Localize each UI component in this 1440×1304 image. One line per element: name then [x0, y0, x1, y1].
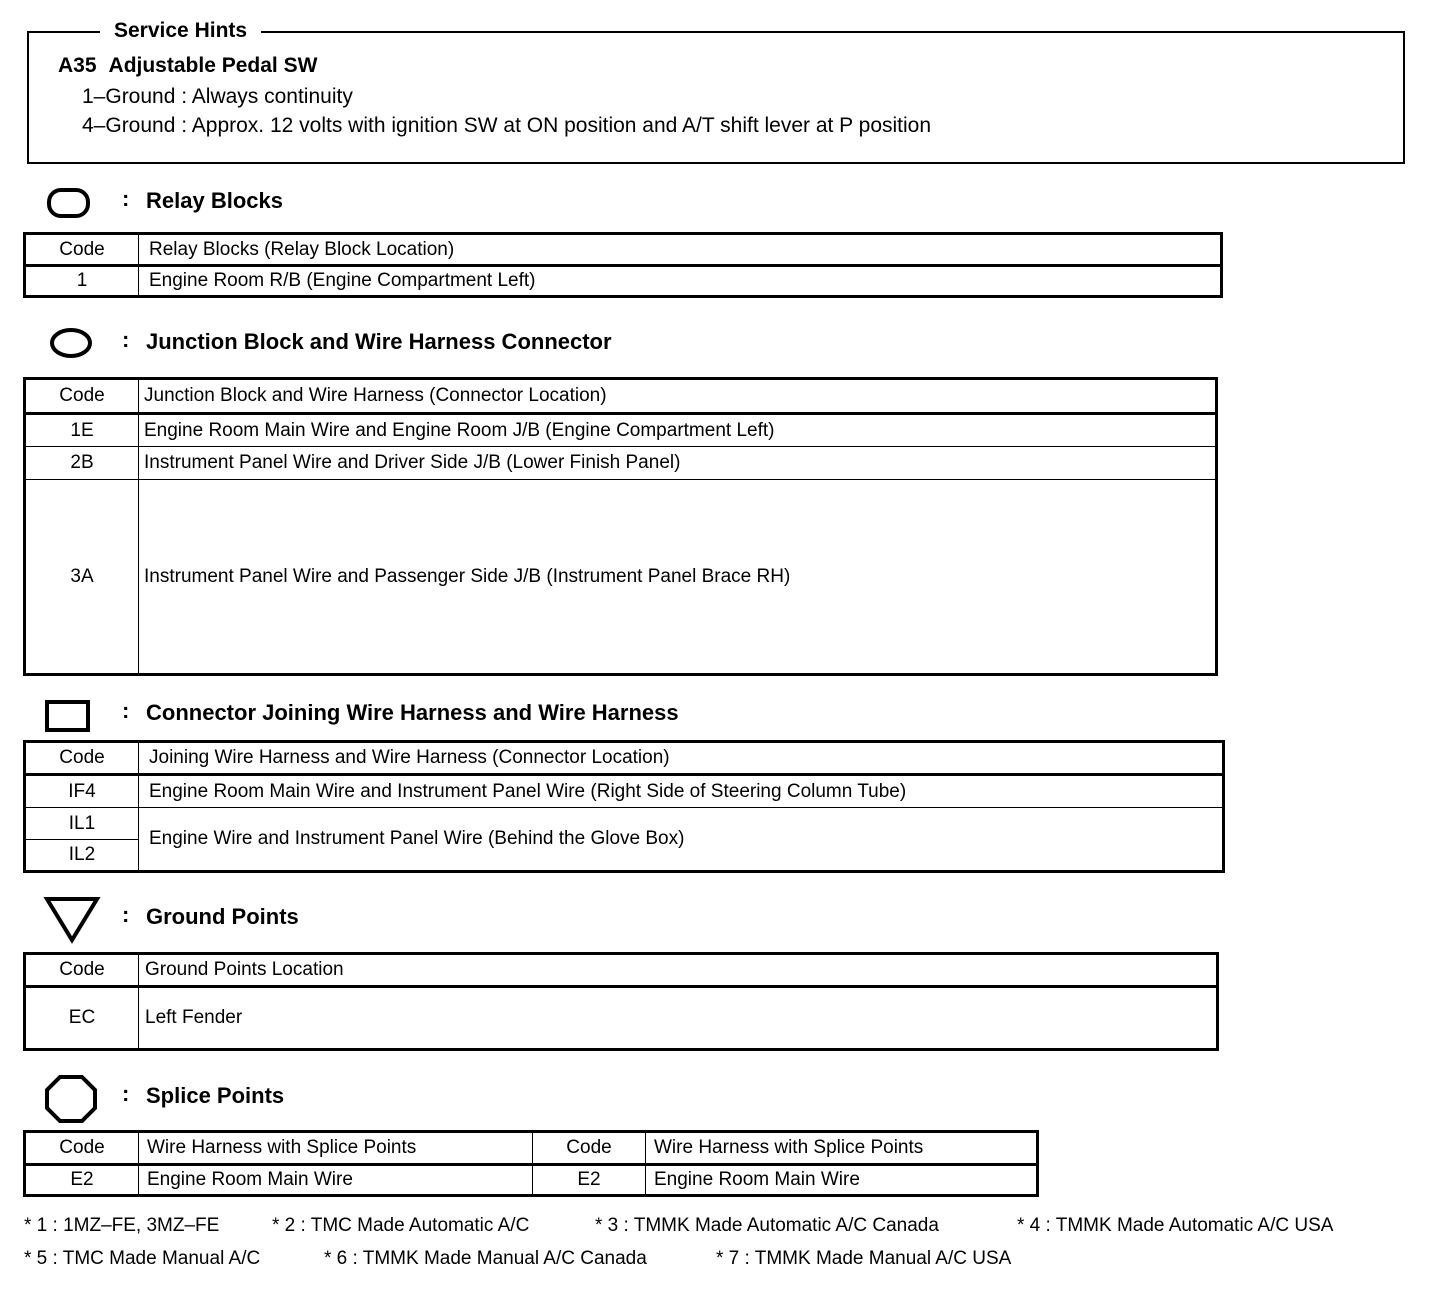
connector-name: Adjustable Pedal SW	[108, 54, 318, 77]
table-header-row	[25, 379, 1217, 414]
junction-blocks-title: Junction Block and Wire Harness Connector	[146, 329, 612, 354]
desc-cell: Engine Room Main Wire and Engine Room J/B (Engine Compartment Left)	[139, 414, 1217, 447]
table-header-row	[25, 742, 1224, 775]
code-header: Code	[25, 234, 139, 266]
code-cell: IL2	[25, 840, 139, 872]
hint-terminal: 1–Ground :	[82, 85, 188, 108]
code-cell: 2B	[25, 447, 139, 480]
code-header: Code	[25, 742, 139, 775]
junction-blocks-table	[23, 377, 1218, 676]
service-hints-heading	[58, 54, 317, 78]
splice-points-title: Splice Points	[146, 1083, 285, 1108]
desc-header: Ground Points Location	[139, 954, 1218, 987]
desc-cell: Instrument Panel Wire and Passenger Side J/B (Instrument Panel Brace RH)	[139, 480, 1217, 675]
code-cell: 1E	[25, 414, 139, 447]
section-colon: :	[122, 902, 130, 927]
splice-points-table	[23, 1130, 1039, 1197]
table-row	[25, 775, 1224, 808]
relay-blocks-title: Relay Blocks	[146, 188, 283, 213]
service-hints-title: Service Hints	[100, 18, 261, 44]
desc-cell: Left Fender	[139, 987, 1218, 1050]
code-cell: E2	[533, 1165, 646, 1196]
code-cell: 1	[25, 266, 139, 297]
footnote-3: * 3 : TMMK Made Automatic A/C Canada	[595, 1215, 939, 1236]
desc-header: Relay Blocks (Relay Block Location)	[139, 234, 1222, 266]
desc-header: Joining Wire Harness and Wire Harness (Connector Location)	[139, 742, 1224, 775]
section-colon: :	[122, 327, 130, 352]
code-header: Code	[533, 1132, 646, 1165]
footnote-5: * 5 : TMC Made Manual A/C	[24, 1248, 261, 1269]
code-cell: E2	[25, 1165, 139, 1196]
desc-header: Wire Harness with Splice Points	[139, 1132, 533, 1165]
code-cell: EC	[25, 987, 139, 1050]
connectors-table	[23, 740, 1225, 873]
table-row	[25, 1165, 1038, 1196]
table-row	[25, 266, 1222, 297]
connector-code: A35	[58, 54, 97, 77]
hint-line-1	[82, 84, 353, 110]
footnote-7: * 7 : TMMK Made Manual A/C USA	[716, 1248, 1012, 1269]
octagon-icon	[43, 1073, 99, 1125]
rounded-rect-icon	[46, 186, 92, 220]
table-row	[25, 447, 1217, 480]
code-header: Code	[25, 1132, 139, 1165]
table-header-row	[25, 234, 1222, 266]
oval-icon	[48, 325, 94, 361]
hint-text: Approx. 12 volts with ignition SW at ON position and A/T shift lever at P position	[191, 114, 932, 137]
connectors-title: Connector Joining Wire Harness and Wire Harness	[146, 700, 679, 725]
section-colon: :	[122, 186, 130, 211]
desc-cell: Instrument Panel Wire and Driver Side J/B (Lower Finish Panel)	[139, 447, 1217, 480]
section-colon: :	[122, 1081, 130, 1106]
table-row	[25, 987, 1218, 1050]
code-cell: 3A	[25, 480, 139, 675]
table-header-row	[25, 954, 1218, 987]
hint-line-2	[82, 113, 931, 139]
hint-terminal: 4–Ground :	[82, 114, 188, 137]
desc-header: Wire Harness with Splice Points	[646, 1132, 1038, 1165]
footnote-4: * 4 : TMMK Made Automatic A/C USA	[1017, 1215, 1334, 1236]
table-row	[25, 480, 1217, 675]
triangle-down-icon	[42, 894, 102, 946]
table-row	[25, 808, 1224, 840]
desc-cell: Engine Room Main Wire	[139, 1165, 533, 1196]
ground-points-title: Ground Points	[146, 904, 299, 929]
relay-blocks-table	[23, 232, 1223, 298]
code-cell: IF4	[25, 775, 139, 808]
table-header-row	[25, 1132, 1038, 1165]
code-header: Code	[25, 379, 139, 414]
footnote-2: * 2 : TMC Made Automatic A/C	[272, 1215, 530, 1236]
hint-text: Always continuity	[191, 85, 353, 108]
ground-points-table	[23, 952, 1219, 1051]
desc-cell: Engine Room Main Wire	[646, 1165, 1038, 1196]
code-header: Code	[25, 954, 139, 987]
footnote-1: * 1 : 1MZ–FE, 3MZ–FE	[24, 1215, 220, 1236]
code-cell: IL1	[25, 808, 139, 840]
section-colon: :	[122, 698, 130, 723]
footnote-6: * 6 : TMMK Made Manual A/C Canada	[324, 1248, 647, 1269]
square-icon	[44, 699, 92, 733]
desc-cell: Engine Wire and Instrument Panel Wire (Behind the Glove Box)	[139, 808, 1224, 872]
desc-header: Junction Block and Wire Harness (Connector Location)	[139, 379, 1217, 414]
desc-cell: Engine Room R/B (Engine Compartment Left)	[139, 266, 1222, 297]
table-row	[25, 414, 1217, 447]
desc-cell: Engine Room Main Wire and Instrument Panel Wire (Right Side of Steering Column Tube)	[139, 775, 1224, 808]
